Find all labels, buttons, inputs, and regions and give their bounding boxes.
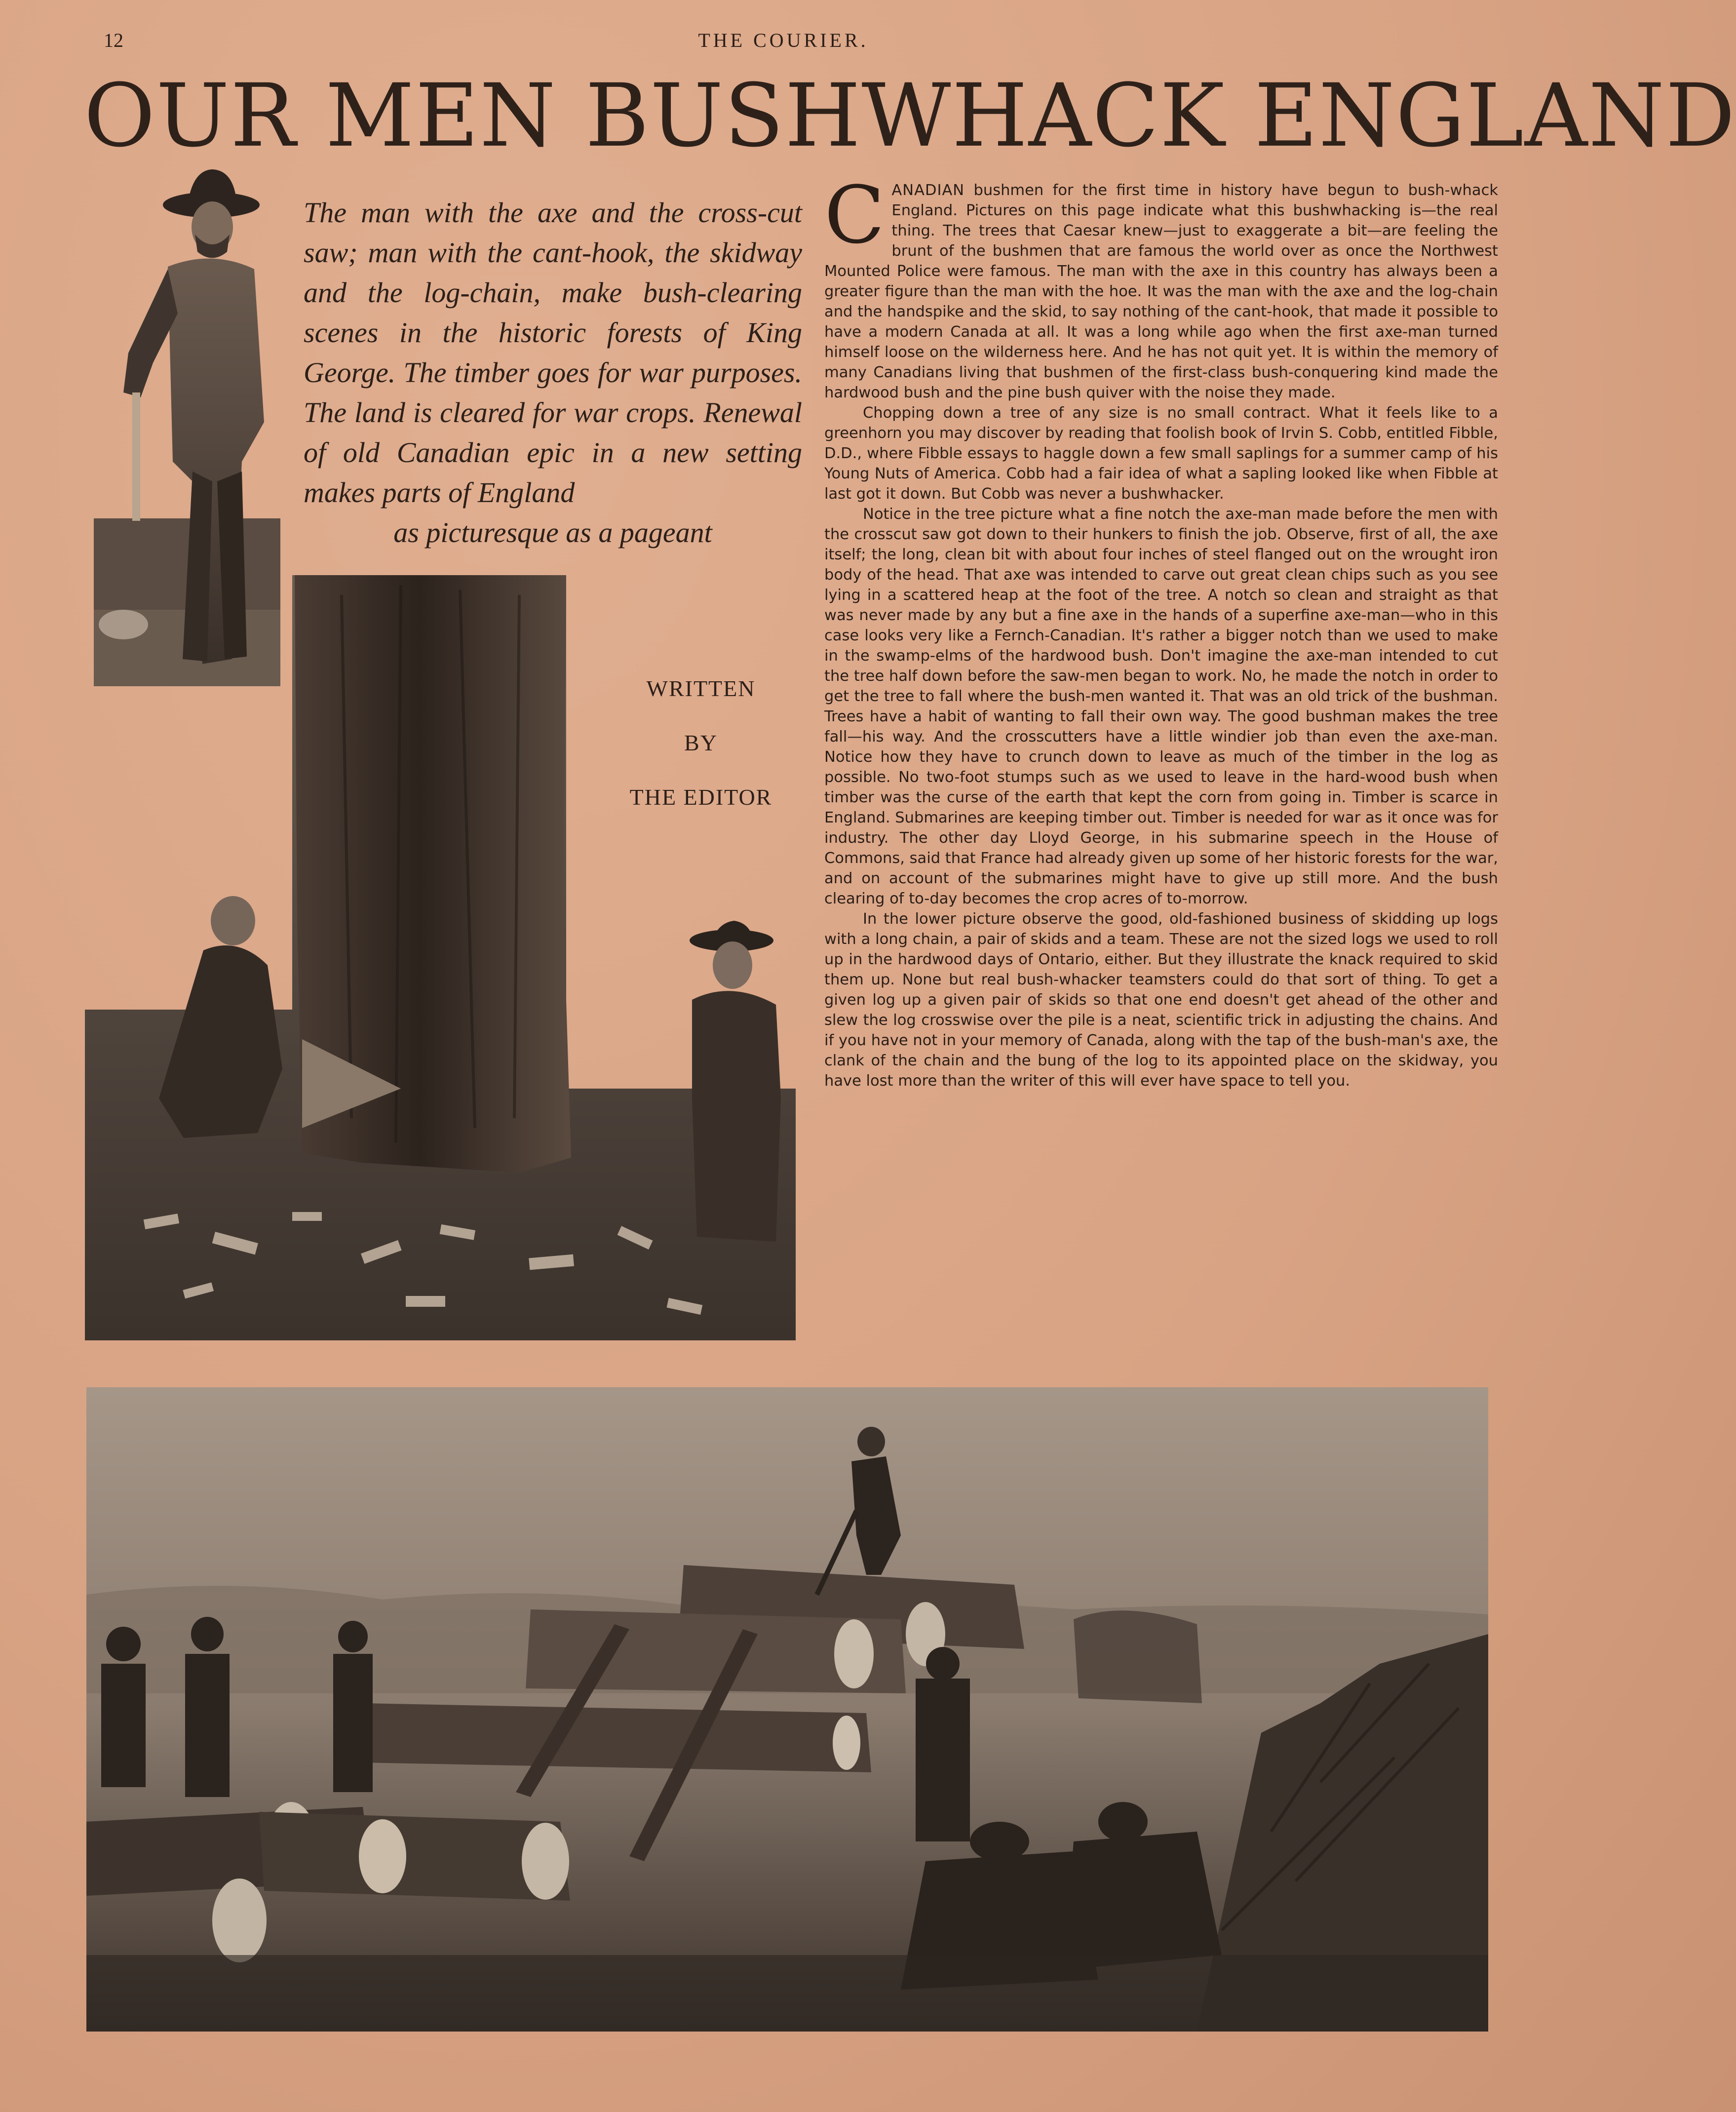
page-number: 12 (104, 29, 123, 51)
article-paragraph-2: Chopping down a tree of any size is no small contract. What it feels like to a greenhorn you may discover by reading that foolish book of Irvin S. Cobb, entitled Fibble, D.D., where Fibble essays to haggle down a few small saplings for a summer camp of his Young Nuts of America. Cobb had a fair idea of what a sapling looked like when Fibble at last got it down. But Cobb was never a bushwhacker. (824, 404, 1498, 503)
byline (582, 662, 819, 824)
article-body (824, 169, 1498, 1340)
lead-caps: ANADIAN (891, 182, 965, 199)
drop-cap: C (824, 169, 885, 261)
article-deck (304, 193, 802, 552)
article-paragraph-3: Notice in the tree picture what a fine notch the axe-man made before the men with the crosscut saw got down to their hunkers to finish the job. Observe, first of all, the axe itself; the long, clean bit with about four inches of steel flanged out on the wrought iron body of the head. That axe was intended to carve out great clean chips such as you see lying in a scattered heap at the foot of the tree. A notch so clean and straight as that was never made by any but a fine axe in the hands of a superfine axe-man—who in this case looks very like a Fernch-Canadian. It's rather a bigger notch than we used to make in the swamp-elms of the hardwood bush. Don't imagine the axe-man intended to cut the tree half down before the saw-men began to work. No, he made the notch in order to get the tree to fall where the bush-men wanted it. That was an old trick of the bushman. Trees have a habit of wanting to fall their own way. The good bushman makes the tree fall—his way. And the crosscutters have a little windier job than even the axe-man. Notice how they have to crunch down to leave as much of the timber in the log as possible. No two-foot stumps such as we used to leave in the hard-wood bush when timber was the curse of the earth that kept the corn from going in. Timber is scarce in England. Submarines are keeping timber out. Timber is needed for war as it once was for industry. The other day Lloyd George, in his submarine speech in the House of Commons, said that France had already given up some of her historic forests for the war, and on account of the submarines might have to give up still more. And the bush clearing of to-day becomes the crop acres of to-morrow. (824, 506, 1498, 907)
deck-text: The man with the axe and the cross-cut saw; man with the cant-hook, the skidway and the log-chain, make bush-clearing scenes in the historic forests of King George. The timber goes for war purposes. The land is cleared for war crops. Renewal of old Canadian epic in a new setting makes parts of England (304, 196, 802, 508)
article-paragraph-1 (824, 169, 1498, 403)
byline-editor: THE EDITOR (629, 784, 772, 810)
byline-by: BY (684, 730, 718, 755)
paragraph-1-text: bushmen for the first time in history have begun to bush-whack England. Pictures on this page indicate what this bushwhacking is—the real thing. The trees that Caesar knew—just to exaggerate a bit—are feeling the brunt of the bushmen that are famous the world over as once the Northwest Mounted Police were famous. The man with the axe in this country has always been a greater figure than the man with the hoe. It was the man with the axe and the log-chain and the handspike and the skid, to say nothing of the cant-hook, that made it possible to have a modern Canada at all. It was a long while ago when the first axe-man turned himself loose on the wilderness here. And he has not quit yet. It is within the memory of many Canadians living that bushmen of the first-class bush-conquering kind made the hardwood bush and the pine bush quiver with the noise they made. (824, 182, 1498, 401)
log-skidding-photo (86, 1387, 1488, 2032)
article-paragraph-4: In the lower picture observe the good, old-fashioned business of skidding up logs with a long chain, a pair of skids and a team. These are not the sized logs we used to roll up in the hardwood days of Ontario, either. But they illustrate the knack required to skid them up. None but real bush-whacker teamsters could do that sort of thing. To get a given log up a given pair of skids so that one end doesn't get ahead of the other and slew the log crosswise over the pile is a neat, scientific trick in adjusting the chains. And if you have not in your memory of Canada, along with the tap of the bush-man's axe, the clank of the chain and the bung of the log to its appointed place on the skidway, you have lost more than the writer of this will ever have space to tell you. (824, 910, 1498, 1090)
running-head: THE COURIER. (698, 29, 869, 51)
byline-written: WRITTEN (646, 676, 756, 701)
deck-last-line: as picturesque as a pageant (393, 516, 712, 548)
headline: OUR MEN BUSHWHACK ENGLAND (84, 65, 1736, 166)
